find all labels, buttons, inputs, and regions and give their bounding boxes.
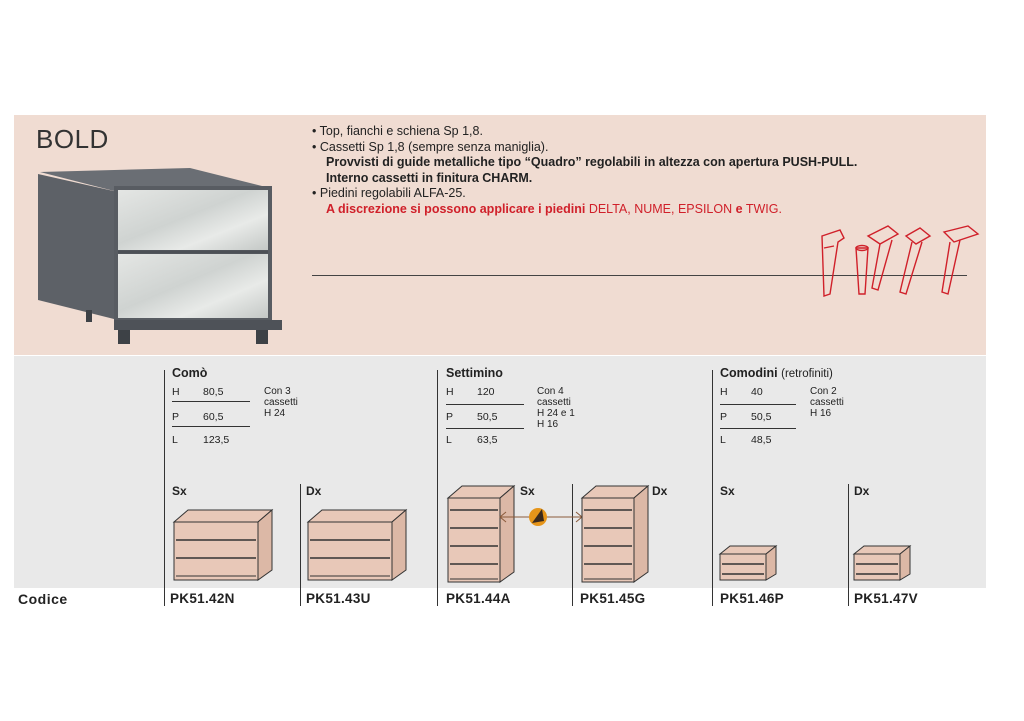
dim-height: 120 [477, 386, 495, 398]
dim-height: 80,5 [203, 386, 224, 398]
dim-rule [720, 404, 796, 405]
dim-key: L [720, 434, 726, 446]
product-code: PK51.42N [170, 591, 235, 606]
side-label-dx: Dx [306, 484, 322, 498]
feature-item: Interno cassetti in finitura CHARM. [326, 170, 533, 185]
dim-rule [720, 428, 796, 429]
variant-divider [300, 484, 301, 606]
section-divider [164, 370, 165, 606]
dim-key: P [720, 411, 728, 423]
product-code: PK51.44A [446, 591, 511, 606]
feature-item: • Top, fianchi e schiena Sp 1,8. [312, 124, 483, 138]
dim-key: P [446, 411, 454, 423]
product-title: BOLD [36, 124, 109, 154]
feet-illustrations [810, 218, 985, 300]
dim-rule [446, 404, 524, 405]
drawer-note: Con 4 cassetti H 24 e 1 H 16 [537, 386, 575, 430]
variant-divider [572, 484, 573, 606]
dim-rule [172, 426, 250, 427]
dim-height: 40 [751, 386, 763, 398]
side-label-dx: Dx [652, 484, 668, 498]
section-title-como: Comò [172, 366, 208, 380]
section-divider [712, 370, 713, 606]
dim-key: H [720, 386, 728, 398]
dim-length: 63,5 [477, 434, 498, 446]
dim-length: 48,5 [751, 434, 772, 446]
dim-rule [446, 428, 524, 429]
section-title-comodini: Comodini (retrofiniti) [720, 366, 833, 380]
feature-item: Provvisti di guide metalliche tipo “Quadro” regolabili in altezza con apertura PUSH-PULL. [326, 155, 858, 169]
side-label-dx: Dx [854, 484, 870, 498]
dim-key: P [172, 411, 180, 423]
dim-depth: 60,5 [203, 411, 224, 423]
dim-key: H [172, 386, 180, 398]
como-dx-drawing [306, 508, 408, 582]
dim-key: H [446, 386, 454, 398]
dim-key: L [172, 434, 178, 446]
product-code: PK51.47V [854, 591, 918, 606]
product-code: PK51.45G [580, 591, 646, 606]
product-code: PK51.43U [306, 591, 371, 606]
dim-length: 123,5 [203, 434, 230, 446]
como-sx-drawing [172, 508, 274, 582]
comodino-sx-drawing [718, 544, 778, 584]
variant-divider [848, 484, 849, 606]
feature-item: • Cassetti Sp 1,8 (sempre senza maniglia). [312, 139, 549, 154]
settimino-dx-drawing [580, 484, 650, 584]
settimino-sx-drawing [446, 484, 516, 584]
drawer-note: Con 3 cassetti H 24 [264, 386, 298, 419]
product-photo [30, 160, 290, 350]
section-title-settimino: Settimino [446, 366, 503, 380]
dim-rule [172, 401, 250, 402]
swap-arrow-icon [496, 504, 586, 530]
comodino-dx-drawing [852, 544, 912, 584]
side-label-sx: Sx [520, 484, 535, 498]
drawer-note: Con 2 cassetti H 16 [810, 386, 844, 419]
dim-depth: 50,5 [751, 411, 772, 423]
dim-key: L [446, 434, 452, 446]
feet-note: A discrezione si possono applicare i piedini DELTA, NUME, EPSILON e TWIG. [326, 201, 782, 216]
feature-item: • Piedini regolabili ALFA-25. [312, 186, 466, 200]
side-label-sx: Sx [720, 484, 735, 498]
codice-label: Codice [18, 591, 68, 607]
section-divider [437, 370, 438, 606]
feature-list [312, 124, 952, 217]
dim-depth: 50,5 [477, 411, 498, 423]
product-code: PK51.46P [720, 591, 784, 606]
side-label-sx: Sx [172, 484, 187, 498]
